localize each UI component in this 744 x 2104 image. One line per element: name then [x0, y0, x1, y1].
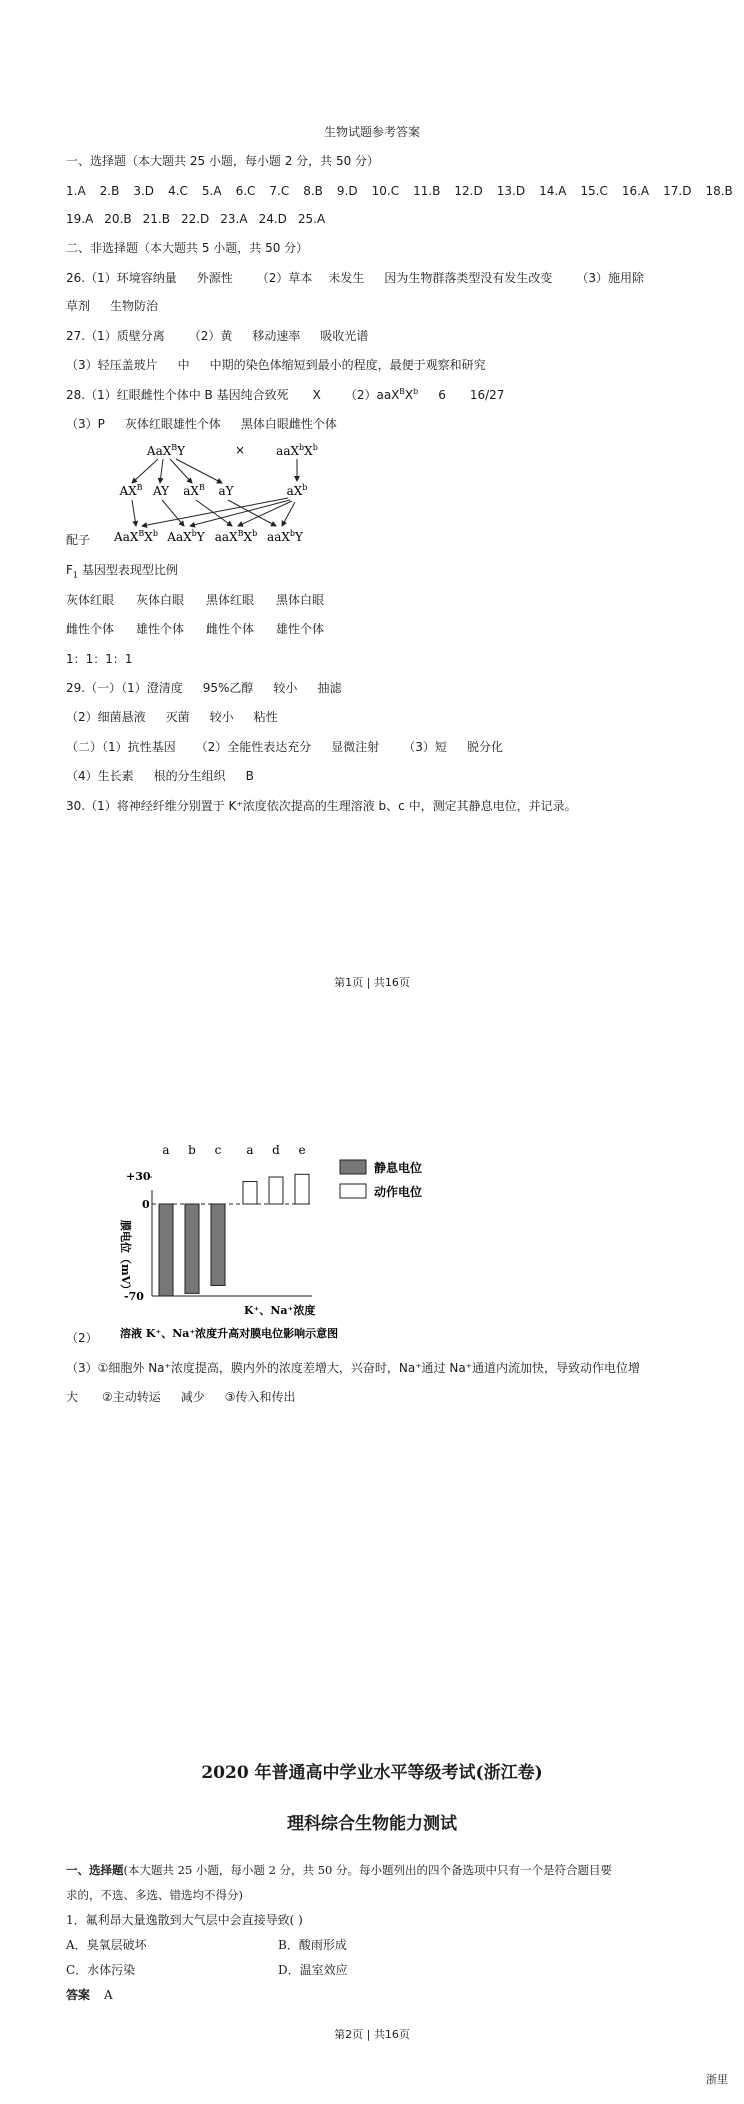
page1-footer: 第1页 | 共16页	[334, 976, 410, 989]
sex-label: 雌性个体	[206, 622, 255, 636]
gamete-label: 配子	[66, 533, 91, 547]
bars-group	[159, 1174, 309, 1296]
answer-item: 7.C	[269, 184, 290, 198]
q30-3-part: ②主动转运	[102, 1390, 161, 1404]
q26-part: 生物防治	[110, 299, 159, 313]
category-label: a	[246, 1143, 254, 1157]
q27-line2	[66, 357, 486, 373]
q27-line1	[66, 328, 368, 344]
phenotype: 黑体白眼	[276, 593, 325, 607]
phenotype-row	[66, 592, 346, 608]
sec1-header: 一、选择题（本大题共 25 小题，每小题 2 分，共 50 分）	[66, 154, 380, 168]
q27-part: 中期的染色体缩短到最小的程度，最便于观察和研究	[209, 358, 486, 372]
q26-part: 因为生物群落类型没有发生改变	[384, 271, 553, 285]
q28-line2	[66, 416, 337, 432]
phenotype: 灰体红眼	[66, 593, 115, 607]
q29-line4	[66, 768, 254, 784]
bar-b-1	[185, 1204, 199, 1293]
q29-part: （2）细菌悬液	[66, 710, 146, 724]
answer-item: 22.D	[180, 212, 210, 226]
category-label: a	[162, 1143, 170, 1157]
option-b: B．酸雨形成	[278, 1938, 347, 1952]
q29-part: 较小	[209, 710, 234, 724]
sex-label: 雄性个体	[276, 622, 325, 636]
membrane-potential-chart	[110, 1142, 450, 1347]
q28-part: 灰体红眼雄性个体	[124, 417, 221, 431]
answer-item: 20.B	[104, 212, 132, 226]
q30-3-part: 减少	[180, 1390, 205, 1404]
f1-letter: F	[66, 563, 73, 577]
answers-row-2	[66, 211, 336, 227]
q27-part: 中	[177, 358, 190, 372]
answer-value: A	[104, 1988, 113, 2002]
answer-item: 9.D	[336, 184, 358, 198]
q29-line2	[66, 709, 278, 725]
f1-label	[66, 562, 178, 578]
question-1: 1．氟利昂大量逸散到大气层中会直接导致( )	[66, 1913, 303, 1927]
sec1-bold-label: 一、选择题	[66, 1863, 124, 1877]
option-d: D．温室效应	[278, 1963, 348, 1977]
y-axis-label: 膜电位（mV）	[119, 1220, 132, 1296]
offspring-4: aaX$^b$Y	[267, 529, 303, 544]
answer-item: 18.B	[705, 184, 733, 198]
q28-part: X	[312, 388, 321, 402]
ratio: 1：1：1：1	[66, 652, 133, 666]
answer-item: 24.D	[258, 212, 287, 226]
option-c: C．水体污染	[66, 1963, 136, 1977]
answer-item: 19.A	[66, 212, 94, 226]
answer-item: 21.B	[142, 212, 170, 226]
q28-part: X	[404, 388, 414, 402]
q26-line1	[66, 270, 644, 286]
sec2-header: 二、非选择题（本大题共 5 小题，共 50 分）	[66, 241, 309, 255]
q29-line3	[66, 739, 503, 755]
q30-line1: 30.（1）将神经纤维分别置于 K⁺浓度依次提高的生理溶液 b、c 中，测定其静息电位，并记录。	[66, 799, 577, 813]
legend	[340, 1160, 422, 1199]
answer-item: 13.D	[496, 184, 526, 198]
corner-watermark: 浙里	[706, 2073, 728, 2086]
q29-part: 显微注射	[331, 740, 380, 754]
q30-3-part: 大	[66, 1390, 79, 1404]
offspring-1: $AaX^BX^b$	[114, 529, 158, 544]
answers-row-1	[66, 183, 744, 199]
y-tick-minus70: -70	[124, 1290, 144, 1303]
offspring-2: AaX$^b$Y	[167, 529, 205, 544]
answer-item: 23.A	[220, 212, 248, 226]
gamete-aY: aY	[218, 484, 234, 498]
q26-line2	[66, 298, 158, 314]
legend-swatch	[340, 1184, 366, 1198]
answer-item: 5.A	[201, 184, 222, 198]
q29-part: 脱分化	[466, 740, 503, 754]
category-labels	[162, 1143, 305, 1157]
q30-2-label: （2）	[66, 1331, 98, 1345]
exam-title: 2020 年普通高中学业水平等级考试(浙江卷)	[201, 1763, 543, 1783]
q29-part: 95%乙醇	[202, 681, 254, 695]
sex-row	[66, 621, 346, 637]
gamete-aXb: $aX^b$	[286, 483, 308, 498]
answer-item: 14.A	[539, 184, 567, 198]
exam-subtitle: 理科综合生物能力测试	[287, 1814, 457, 1834]
q30-3-line2	[66, 1389, 296, 1405]
legend-label: 动作电位	[374, 1185, 423, 1199]
q29-part: B	[245, 769, 254, 783]
q28-part: （3）P	[66, 417, 105, 431]
answer-item: 17.D	[663, 184, 692, 198]
answer-item: 15.C	[580, 184, 608, 198]
phenotype: 黑体红眼	[206, 593, 255, 607]
q28-part: 28.（1）红眼雌性个体中 B 基因纯合致死	[66, 388, 289, 402]
q27-part: 吸收光谱	[320, 329, 369, 343]
q26-part: 外源性	[196, 271, 233, 285]
answer-item: 25.A	[297, 212, 326, 226]
q29-part: （二）（1）抗性基因	[66, 740, 176, 754]
sex-label: 雄性个体	[136, 622, 185, 636]
y-tick-plus30: +30	[126, 1170, 151, 1183]
q28-part: （2）aaX	[344, 388, 400, 402]
answer-item: 11.B	[413, 184, 441, 198]
q29-part: （4）生长素	[66, 769, 134, 783]
q28-part: 黑体白眼雌性个体	[240, 417, 337, 431]
offspring-3: $aaX^BX^b$	[214, 529, 258, 544]
bar-a-3	[243, 1182, 257, 1205]
bar-e-5	[295, 1174, 309, 1204]
parent-female-genotype: $aaX^bX^b$	[276, 443, 318, 458]
sec1-instructions: (本大题共 25 小题，每小题 2 分，共 50 分。每小题列出的四个备选项中只有一个是符合题目要	[123, 1863, 612, 1877]
q26-part: （3）施用除	[576, 271, 645, 285]
q29-part: 较小	[273, 681, 298, 695]
sex-label: 雌性个体	[66, 622, 115, 636]
bar-a-0	[159, 1204, 173, 1296]
q28-part: 16/27	[469, 388, 505, 402]
answer-item: 1.A	[66, 184, 86, 198]
q29-part: 29.（一）（1）澄清度	[66, 681, 183, 695]
q29-part: （2）全能性表达充分	[195, 740, 312, 754]
answer-item: 3.D	[133, 184, 155, 198]
q26-part: （2）草本	[256, 271, 313, 285]
option-a: A．臭氧层破坏	[66, 1938, 147, 1952]
answer-item: 2.B	[99, 184, 120, 198]
phenotype: 灰体白眼	[136, 593, 185, 607]
q28-sup: B	[399, 387, 405, 396]
x-axis-label: K⁺、Na⁺浓度	[244, 1304, 316, 1317]
gamete-arrows	[132, 459, 297, 483]
category-label: d	[272, 1143, 280, 1157]
answer-item: 16.A	[621, 184, 650, 198]
q27-part: 27.（1）质壁分离	[66, 329, 165, 343]
q26-part: 26.（1）环境容纳量	[66, 271, 177, 285]
gamete-AY: AY	[152, 484, 170, 498]
legend-swatch	[340, 1160, 366, 1174]
answer-item: 8.B	[303, 184, 323, 198]
page1-title: 生物试题参考答案	[323, 125, 420, 139]
q28-sup: b	[413, 387, 419, 396]
q29-line1	[66, 680, 341, 696]
q28-line1	[66, 387, 504, 403]
answer-line	[66, 1987, 113, 2003]
q27-part: （3）轻压盖玻片	[66, 358, 158, 372]
answer-item: 6.C	[235, 184, 256, 198]
category-label: c	[214, 1143, 222, 1157]
sec1-instructions-line1	[66, 1862, 612, 1878]
legend-label: 静息电位	[374, 1161, 423, 1175]
cross-sign: ×	[234, 443, 246, 457]
genetic-cross-diagram	[110, 440, 330, 548]
q30-3-part: ③传入和传出	[224, 1390, 296, 1404]
q29-part: 灭菌	[165, 710, 190, 724]
q29-part: 根的分生组织	[153, 769, 226, 783]
chart-title: 溶液 K⁺、Na⁺浓度升高对膜电位影响示意图	[120, 1327, 339, 1340]
answer-label: 答案	[66, 1988, 91, 2002]
parent-male-genotype: AaX$^B$Y	[146, 443, 186, 458]
f1-text: 基因型表现型比例	[78, 563, 178, 577]
q26-part: 未发生	[328, 271, 365, 285]
bar-d-4	[269, 1177, 283, 1204]
f1-subscript: 1	[72, 570, 78, 580]
q27-part: （2）黄	[188, 329, 233, 343]
gamete-AXB: $AX^B$	[119, 483, 143, 498]
page2-footer: 第2页 | 共16页	[334, 2028, 410, 2041]
answer-item: 12.D	[454, 184, 483, 198]
q26-part: 草剂	[66, 299, 91, 313]
q29-part: （3）短	[403, 740, 447, 754]
category-label: b	[188, 1143, 196, 1157]
gamete-aXB: $aX^B$	[183, 483, 205, 498]
q28-part: 6	[438, 388, 446, 402]
q29-part: 粘性	[253, 710, 278, 724]
q29-part: 抽滤	[317, 681, 342, 695]
offspring-arrows	[132, 498, 295, 526]
sec1-instructions-line2: 求的，不选、多选、错选均不得分)	[66, 1888, 243, 1902]
y-tick-0: 0	[142, 1198, 150, 1211]
answer-item: 10.C	[371, 184, 400, 198]
category-label: e	[298, 1143, 306, 1157]
answer-item: 4.C	[168, 184, 188, 198]
q27-part: 移动速率	[252, 329, 301, 343]
q30-3-line1: （3）①细胞外 Na⁺浓度提高，膜内外的浓度差增大，兴奋时，Na⁺通过 Na⁺通道内流加快，导致动作电位增	[66, 1361, 641, 1375]
bar-c-2	[211, 1204, 225, 1285]
